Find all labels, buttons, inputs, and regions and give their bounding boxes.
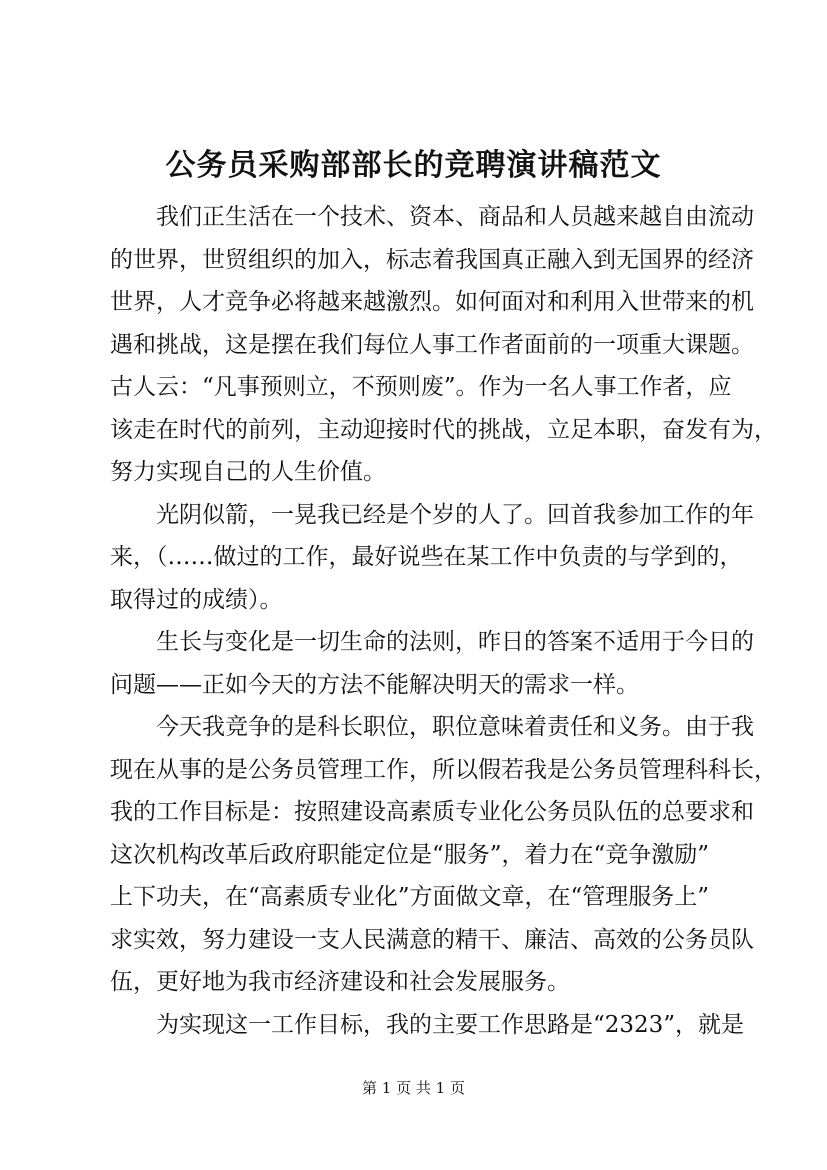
body-line: 上下功夫，在“高素质专业化”方面做文章，在“管理服务上”: [110, 884, 710, 910]
body-line: 取得过的成绩）。: [110, 586, 283, 613]
body-line: 现在从事的是公务员管理工作，所以假若我是公务员管理科科长，: [110, 756, 777, 783]
body-line: 我们正生活在一个技术、资本、商品和人员越来越自由流动: [110, 204, 754, 230]
body-line: 这次机构改革后政府职能定位是“服务”，着力在“竞争激励”: [110, 841, 710, 868]
document-title: 公务员采购部部长的竞聘演讲稿范文: [165, 148, 662, 183]
body-line: 努力实现自己的人生价值。: [110, 459, 386, 485]
body-line: 求实效，努力建设一支人民满意的精干、廉洁、高效的公务员队: [110, 926, 754, 953]
body-line: 古人云：“凡事预则立，不预则废”。作为一名人事工作者，应: [110, 374, 732, 400]
body-line: 我的工作目标是：按照建设高素质专业化公务员队伍的总要求和: [110, 799, 754, 825]
body-line: 今天我竞争的是科长职位，职位意味着责任和义务。由于我: [110, 714, 754, 740]
body-line: 光阴似箭，一晃我已经是个岁的人了。回首我参加工作的年: [110, 501, 754, 528]
body-line: 来，（……做过的工作，最好说些在某工作中负责的与学到的，: [110, 544, 743, 570]
body-line: 为实现这一工作目标，我的主要工作思路是“2323”，就是: [110, 1011, 745, 1038]
body-line: 生长与变化是一切生命的法则，昨日的答案不适用于今日的: [110, 629, 754, 655]
body-line: 世界，人才竞争必将越来越激烈。如何面对和利用入世带来的机: [110, 289, 754, 315]
page-number-footer: 第 1 页 共 1 页: [362, 1079, 465, 1097]
body-line: 遇和挑战，这是摆在我们每位人事工作者面前的一项重大课题。: [110, 331, 754, 358]
body-line: 伍，更好地为我市经济建设和社会发展服务。: [110, 969, 570, 995]
body-line: 该走在时代的前列，主动迎接时代的挑战，立足本职，奋发有为，: [110, 416, 777, 443]
body-line: 的世界，世贸组织的加入，标志着我国真正融入到无国界的经济: [110, 246, 754, 273]
body-line: 问题——正如今天的方法不能解决明天的需求一样。: [110, 671, 639, 698]
document-body: [110, 196, 777, 1046]
